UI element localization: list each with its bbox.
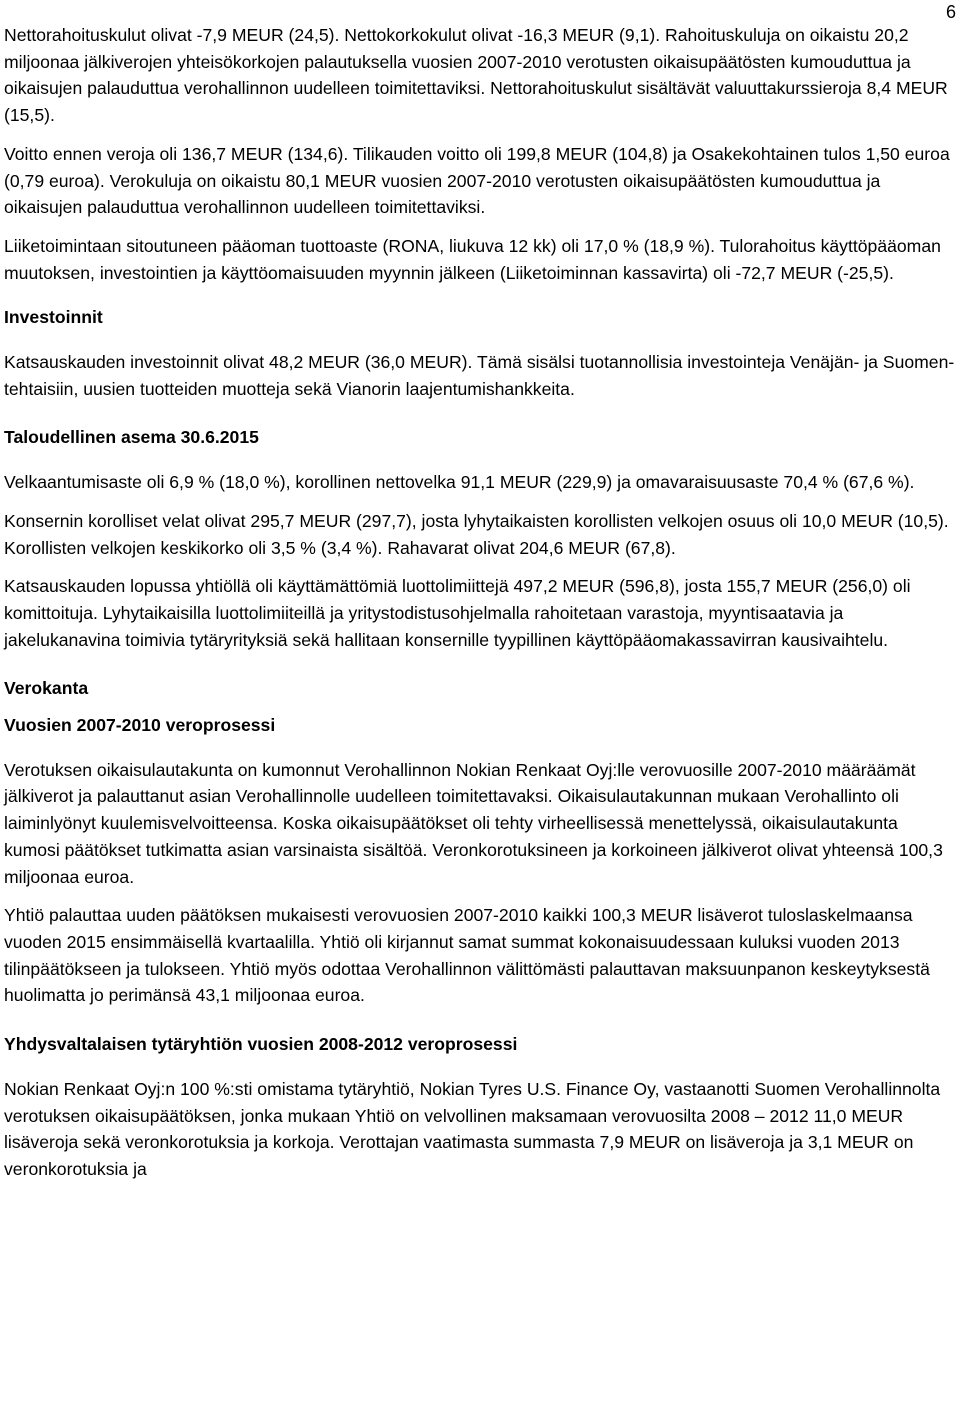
- heading-verokanta: Verokanta: [4, 678, 89, 699]
- paragraph-credit-limits: Katsauskauden lopussa yhtiöllä oli käyttämättömiä luottolimiittejä 497,2 MEUR (596,8), josta 155,7 MEUR (256,0) oli komittoituja. Lyhytaikaisilla luottolimiiteillä ja yritystodistusohjelmalla rahoitetaan varastoja, myyntisaatavia ja jakelukanavina toimivia tytäryrityksiä sekä hallitaan konsernille tyypillinen käyttöpääomakassavirran kausivaihtelu.: [4, 576, 911, 650]
- paragraph-profit-before-taxes: Voitto ennen veroja oli 136,7 MEUR (134,6). Tilikauden voitto oli 199,8 MEUR (104,8) ja Osakekohtainen tulos 1,50 euroa (0,79 euroa). Verokuluja on oikaistu 80,1 MEUR vuosien 2007-2010 verotusten oikaisupäätösten kumouduttua ja oikaisujen palauduttua verohallinnon uudelleen toimitettaviksi.: [4, 143, 950, 218]
- paragraph-investments: Katsauskauden investoinnit olivat 48,2 MEUR (36,0 MEUR). Tämä sisälsi tuotannollisia investointeja Venäjän- ja Suomen-tehtaisiin, uusien tuotteiden muotteja sekä Vianorin laajentumishankkeita.: [4, 352, 955, 399]
- paragraph-gearing: Velkaantumisaste oli 6,9 % (18,0 %), korollinen nettovelka 91,1 MEUR (229,9) ja omavaraisuusaste 70,4 % (67,6 %).: [4, 472, 915, 493]
- heading-taloudellinen-asema: Taloudellinen asema 30.6.2015: [4, 427, 259, 448]
- paragraph-tax-rectification-board: Verotuksen oikaisulautakunta on kumonnut Verohallinnon Nokian Renkaat Oyj:lle verovuosille 2007-2010 määräämät jälkiverot ja palauttanut asian Verohallinnolle uudelleen toimitettavaksi. Oikaisulautakunnan mukaan Verohallinto oli laiminlyönyt kuulemisvelvoitteensa. Koska oikaisupäätökset oli tehty virheellisessä menettelyssä, oikaisulautakunta kumosi päätökset tutkimatta asian varsinaista sisältöä. Veronkorotuksineen ja korkoineen jälkiverot olivat yhteensä 100,3 miljoonaa euroa.: [4, 759, 943, 887]
- paragraph-us-finance-oy: Nokian Renkaat Oyj:n 100 %:sti omistama tytäryhtiö, Nokian Tyres U.S. Finance Oy, vastaanotti Suomen Verohallinnolta verotuksen oikaisupäätöksen, jonka mukaan Yhtiö on velvollinen maksamaan verovuosilta 2008 – 2012 11,0 MEUR lisäveroja sekä veronkorotuksia ja korkoja. Verottajan vaatimasta summasta 7,9 MEUR on lisäveroja ja 3,1 MEUR on veronkorotuksia ja: [4, 1078, 941, 1179]
- heading-investoinnit: Investoinnit: [4, 307, 103, 328]
- heading-vuosien-veroprosessi: Vuosien 2007-2010 veroprosessi: [4, 715, 276, 736]
- document-body: [4, 22, 956, 1183]
- page-number: 6: [945, 2, 956, 22]
- paragraph-tax-refund: Yhtiö palauttaa uuden päätöksen mukaisesti verovuosien 2007-2010 kaikki 100,3 MEUR lisäverot tuloslaskelmaansa vuoden 2015 ensimmäisellä kvartaalilla. Yhtiö oli kirjannut samat summat kokonaisuudessaan kuluksi vuoden 2013 tilinpäätökseen ja tulokseen. Yhtiö myös odottaa Verohallinnon välittömästi palauttavan maksuunpanon keskeytyksestä huolimatta jo perimänsä 43,1 miljoonaa euroa.: [4, 905, 930, 1006]
- paragraph-financial-expenses: Nettorahoituskulut olivat -7,9 MEUR (24,5). Nettokorkokulut olivat -16,3 MEUR (9,1). Rahoituskuluja on oikaistu 20,2 miljoonaa jälkiverojen yhteisökorkojen palautuksella vuosien 2007-2010 verotusten oikaisupäätösten kumouduttua ja oikaisujen palauduttua verohallinnon uudelleen toimitettaviksi. Nettorahoituskulut sisältävät valuuttakurssieroja 8,4 MEUR (15,5).: [4, 25, 948, 126]
- paragraph-rona: Liiketoimintaan sitoutuneen pääoman tuottoaste (RONA, liukuva 12 kk) oli 17,0 % (18,9 %). Tulorahoitus käyttöpääoman muutoksen, investointien ja käyttöomaisuuden myynnin jälkeen (Liiketoiminnan kassavirta) oli -72,7 MEUR (-25,5).: [4, 235, 941, 283]
- paragraph-interest-bearing-liabilities: Konsernin korolliset velat olivat 295,7 MEUR (297,7), josta lyhytaikaisten korollisten velkojen osuus oli 10,0 MEUR (10,5). Korollisten velkojen keskikorko oli 3,5 % (3,4 %). Rahavarat olivat 204,6 MEUR (67,8).: [4, 510, 949, 558]
- heading-us-subsidiary-tax-process: Yhdysvaltalaisen tytäryhtiön vuosien 2008-2012 veroprosessi: [4, 1034, 518, 1055]
